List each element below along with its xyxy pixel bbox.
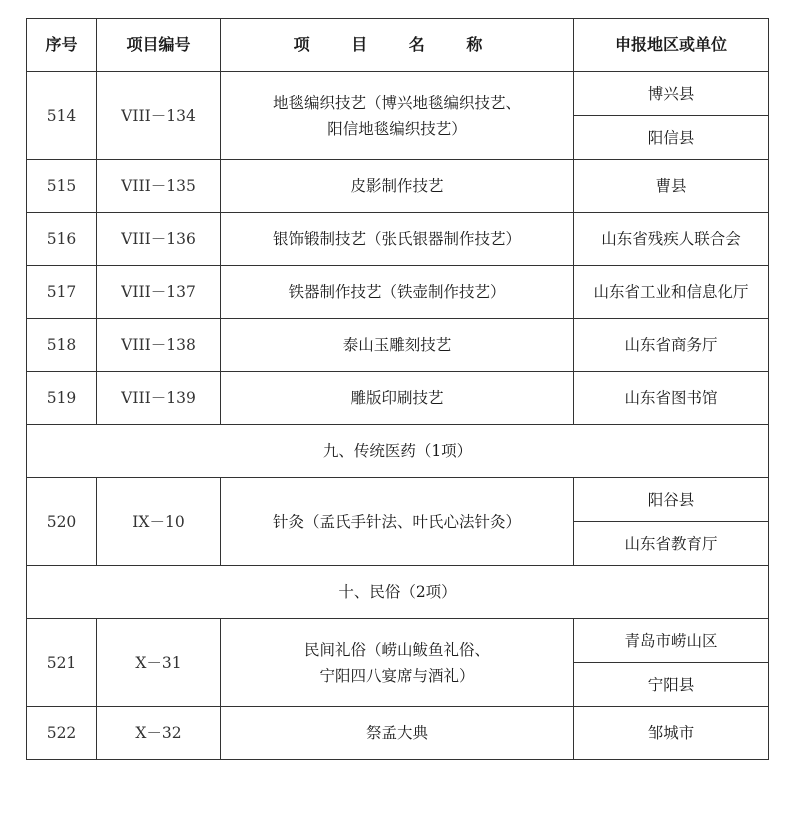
table-row <box>27 478 769 522</box>
category-heading: 十、民俗（2项） <box>27 566 769 619</box>
table-row <box>27 160 769 213</box>
row-name-line: 民间礼俗（崂山鲅鱼礼俗、 <box>303 640 490 659</box>
header-row <box>27 19 769 72</box>
header-unit: 申报地区或单位 <box>574 19 769 72</box>
row-code: X－32 <box>97 707 221 760</box>
table-row <box>27 707 769 760</box>
row-name-line: 宁阳四八宴席与酒礼） <box>319 666 475 685</box>
row-unit: 山东省商务厅 <box>574 319 769 372</box>
category-row <box>27 425 769 478</box>
row-seq: 521 <box>27 619 97 707</box>
row-unit: 曹县 <box>574 160 769 213</box>
row-code: X－31 <box>97 619 221 707</box>
row-seq: 515 <box>27 160 97 213</box>
row-unit: 山东省图书馆 <box>574 372 769 425</box>
category-row <box>27 566 769 619</box>
row-seq: 517 <box>27 266 97 319</box>
row-name <box>221 72 574 160</box>
row-unit: 阳信县 <box>574 116 769 160</box>
row-code: VIII－137 <box>97 266 221 319</box>
row-seq: 514 <box>27 72 97 160</box>
row-unit: 阳谷县 <box>574 478 769 522</box>
row-code: VIII－139 <box>97 372 221 425</box>
category-heading: 九、传统医药（1项） <box>27 425 769 478</box>
row-seq: 520 <box>27 478 97 566</box>
row-seq: 522 <box>27 707 97 760</box>
header-code: 项目编号 <box>97 19 221 72</box>
row-unit: 博兴县 <box>574 72 769 116</box>
table-row <box>27 619 769 663</box>
row-name-line: 阳信地毯编织技艺） <box>327 119 467 138</box>
row-unit: 邹城市 <box>574 707 769 760</box>
row-name <box>221 619 574 707</box>
table-row <box>27 213 769 266</box>
row-name-line: 地毯编织技艺（博兴地毯编织技艺、 <box>272 93 521 112</box>
heritage-table <box>26 18 769 760</box>
row-name: 雕版印刷技艺 <box>221 372 574 425</box>
row-unit: 青岛市崂山区 <box>574 619 769 663</box>
row-seq: 516 <box>27 213 97 266</box>
row-unit: 宁阳县 <box>574 663 769 707</box>
row-code: VIII－134 <box>97 72 221 160</box>
table-row <box>27 319 769 372</box>
table-row <box>27 72 769 116</box>
row-name: 皮影制作技艺 <box>221 160 574 213</box>
row-name: 祭孟大典 <box>221 707 574 760</box>
row-unit: 山东省残疾人联合会 <box>574 213 769 266</box>
row-name: 针灸（孟氏手针法、叶氏心法针灸） <box>221 478 574 566</box>
row-name: 泰山玉雕刻技艺 <box>221 319 574 372</box>
row-seq: 518 <box>27 319 97 372</box>
row-unit: 山东省教育厅 <box>574 522 769 566</box>
row-code: VIII－136 <box>97 213 221 266</box>
table-row <box>27 372 769 425</box>
row-code: IX－10 <box>97 478 221 566</box>
table-row <box>27 266 769 319</box>
row-code: VIII－135 <box>97 160 221 213</box>
row-name: 铁器制作技艺（铁壶制作技艺） <box>221 266 574 319</box>
row-seq: 519 <box>27 372 97 425</box>
header-name: 项 目 名 称 <box>221 19 574 72</box>
row-unit: 山东省工业和信息化厅 <box>574 266 769 319</box>
row-name: 银饰锻制技艺（张氏银器制作技艺） <box>221 213 574 266</box>
row-code: VIII－138 <box>97 319 221 372</box>
header-seq: 序号 <box>27 19 97 72</box>
